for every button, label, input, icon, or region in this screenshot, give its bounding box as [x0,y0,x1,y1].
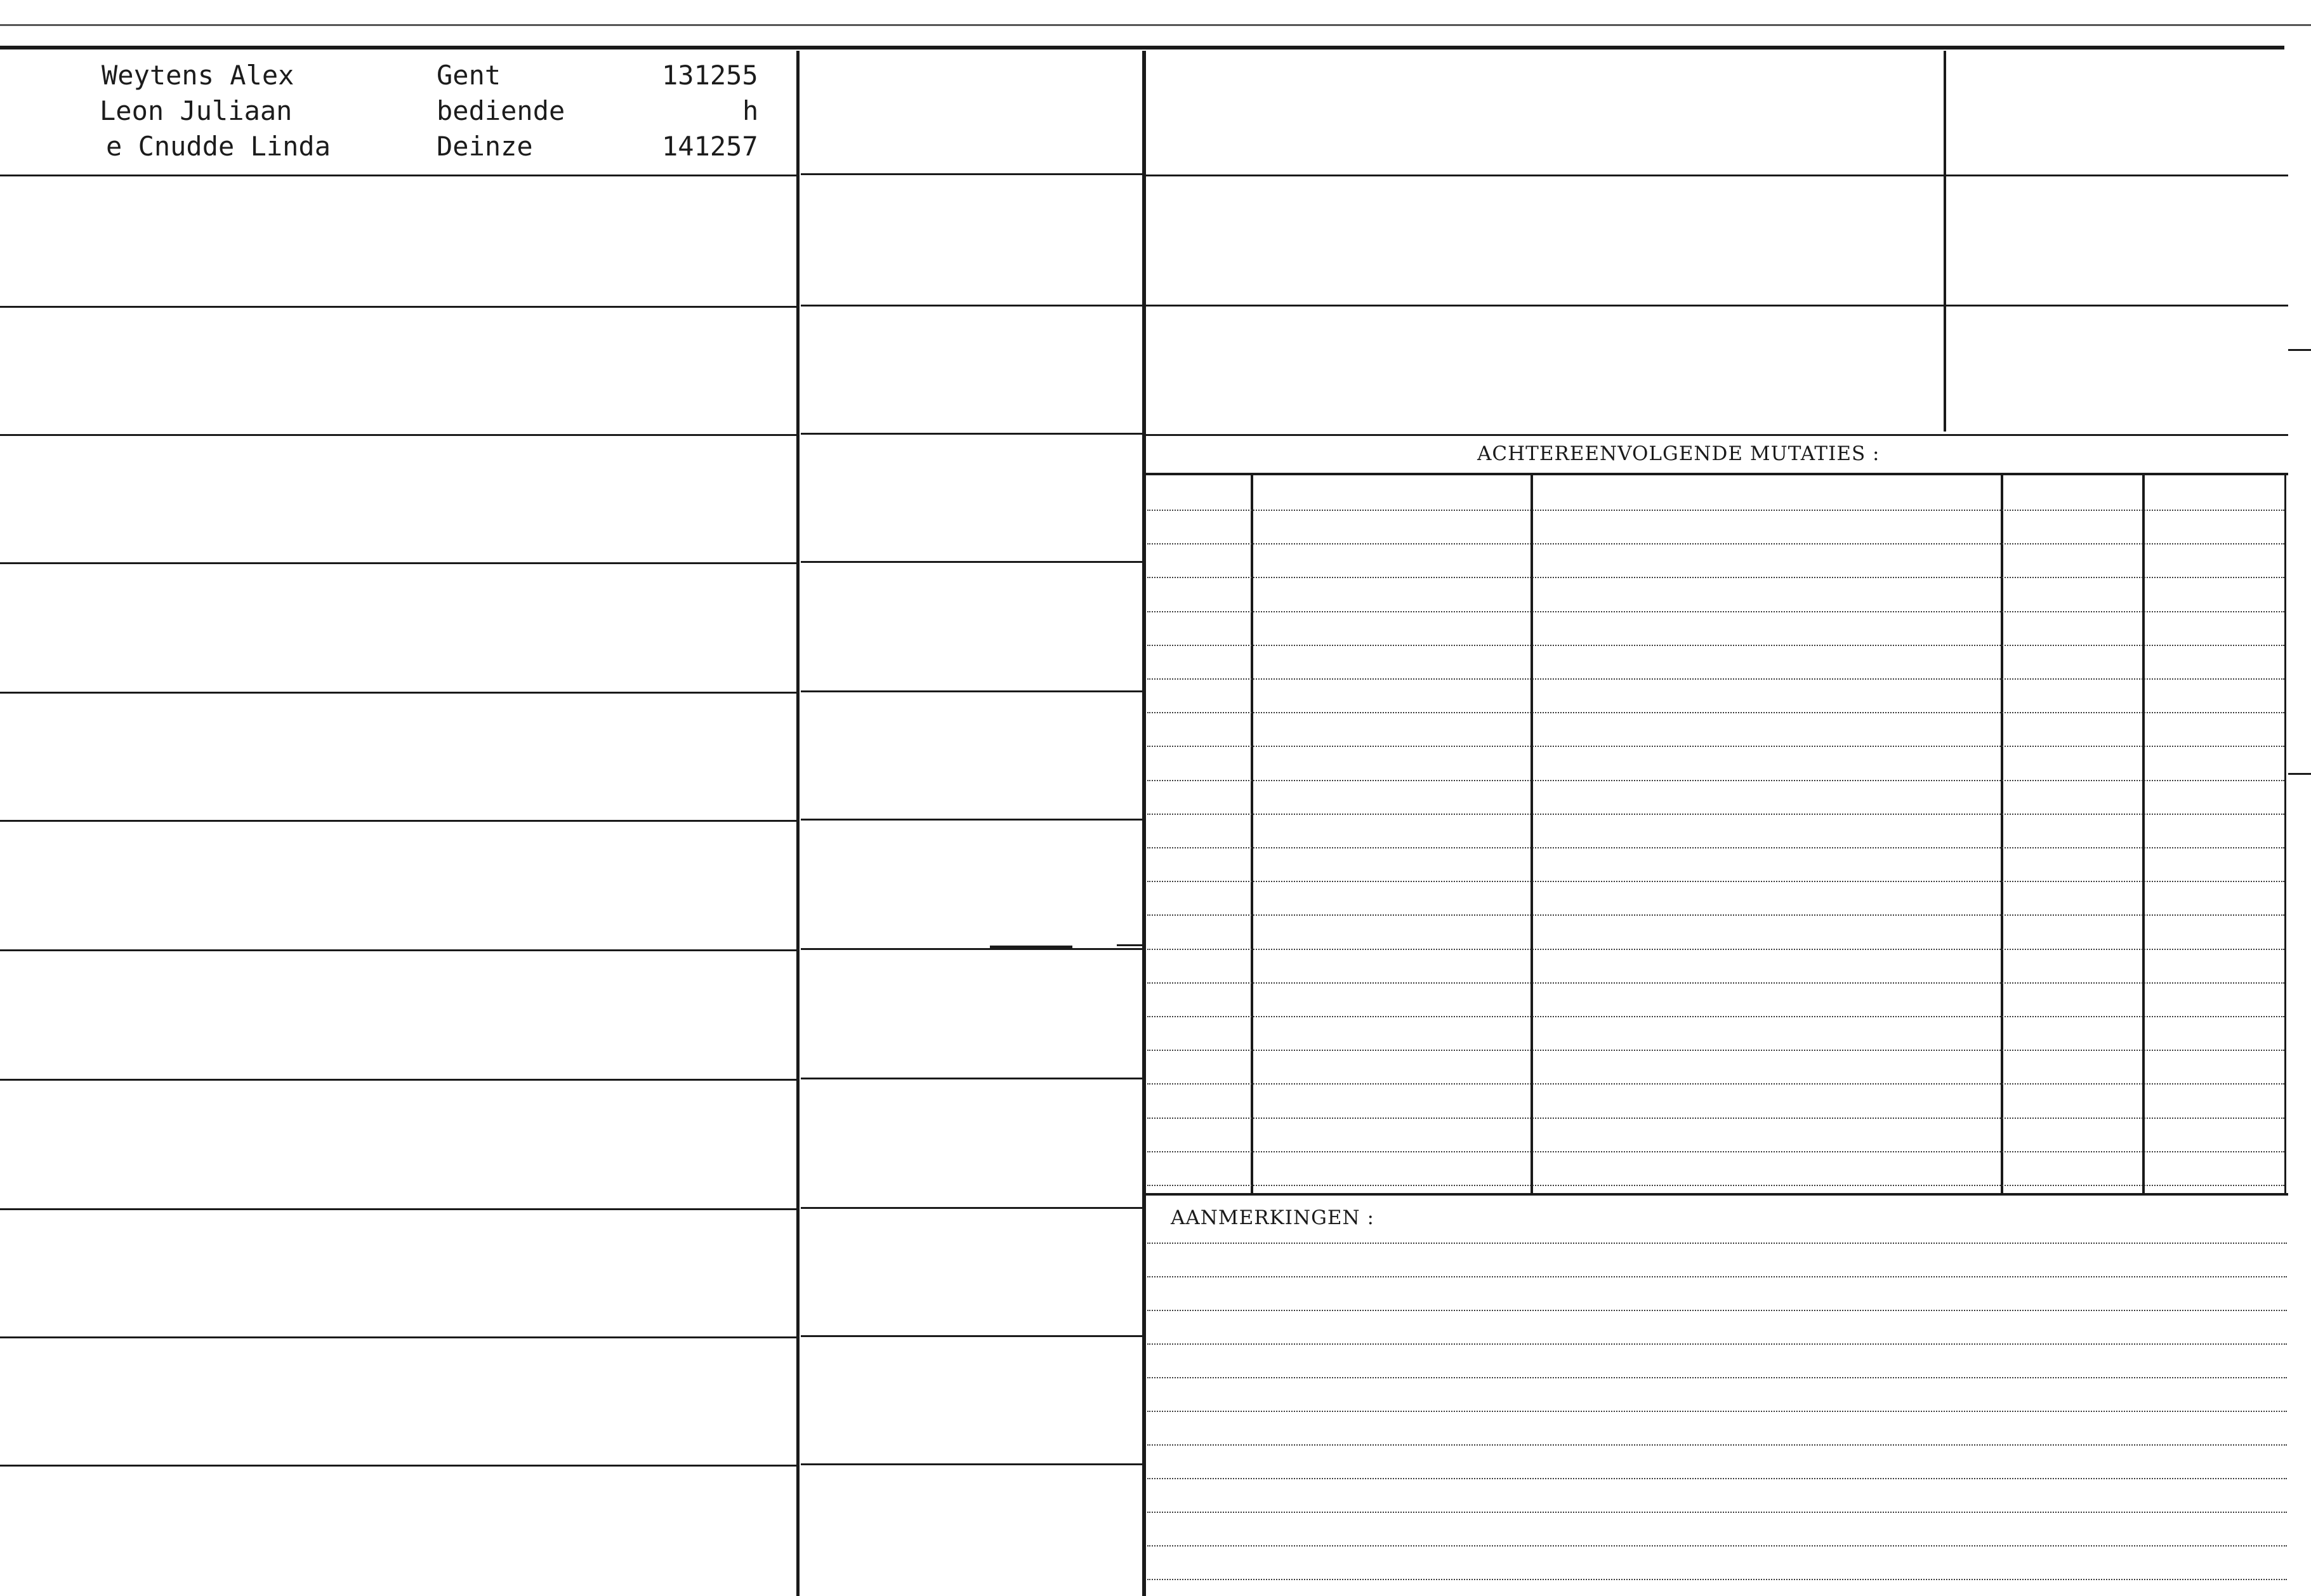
entry-date-line1: 131255 [662,60,758,91]
mutations-col-5 [2284,475,2286,1193]
entry-name-line1: Weytens Alex [102,60,294,91]
mutations-ruled-line [1147,814,2284,815]
margin-tick [990,946,1072,949]
divider-right-top [1944,51,1946,432]
remarks-ruled-line [1147,1579,2287,1580]
mutations-heading: ACHTEREENVOLGENDE MUTATIES : [1477,442,1880,465]
entry-row-line [0,562,796,564]
entry-row-line [0,306,796,308]
mutations-ruled-line [1147,914,2284,916]
mutations-ruled-line [1147,746,2284,747]
margin-tick [1117,944,1142,946]
remarks-ruled-line [1147,1310,2287,1311]
mutations-col-4 [2142,475,2145,1193]
mutations-ruled-line [1147,949,2284,950]
mutations-ruled-line [1147,1118,2284,1119]
entry-row-line [0,1336,796,1338]
remarks-ruled-line [1147,1411,2287,1412]
mutations-ruled-line [1147,510,2284,511]
mutations-ruled-line [1147,645,2284,646]
entry-row-line [0,692,796,694]
remarks-ruled-line [1147,1512,2287,1513]
middle-row-line [801,433,1142,435]
mutations-col-3 [2001,475,2003,1193]
middle-row-line [801,561,1142,563]
mutations-ruled-line [1147,543,2284,544]
remarks-ruled-line [1147,1377,2287,1378]
mutations-ruled-line [1147,847,2284,848]
entry-date-line3: 141257 [662,131,758,162]
middle-row-line [801,948,1142,950]
divider-middle [1142,51,1146,1596]
mutations-ruled-line [1147,1185,2284,1186]
mutations-ruled-line [1147,1050,2284,1051]
top-edge-line [0,24,2311,26]
entry-row-line [0,1079,796,1081]
entry-row-line [0,434,796,436]
remarks-ruled-line [1147,1478,2287,1479]
mutations-ruled-line [1147,1083,2284,1085]
entry-name-line2: Leon Juliaan [100,95,293,126]
middle-row-line [801,690,1142,692]
mutations-ruled-line [1147,982,2284,984]
remarks-ruled-line [1147,1444,2287,1446]
right-top-row-line [1146,175,2288,176]
entry-row-line [0,949,796,951]
entry-place-line3: Deinze [437,131,533,162]
mutations-table-bottom [1146,1193,2288,1196]
mutations-ruled-line [1147,1151,2284,1152]
mutations-col-1 [1251,475,1253,1193]
margin-tick [2288,349,2311,351]
remarks-ruled-line [1147,1545,2287,1547]
middle-row-line [801,819,1142,821]
middle-row-line [801,1335,1142,1337]
mutations-table-top [1146,473,2288,475]
middle-row-line [801,1078,1142,1079]
mutations-ruled-line [1147,577,2284,578]
middle-row-line [801,1207,1142,1209]
remarks-ruled-line [1147,1243,2287,1244]
entry-date-line2: h [742,95,759,126]
divider-left [796,51,800,1596]
remarks-ruled-line [1147,1276,2287,1277]
middle-row-line [801,1463,1142,1465]
mutations-ruled-line [1147,678,2284,680]
margin-tick [2288,773,2311,775]
entry-row-line [0,820,796,822]
entry-place-line1: Gent [437,60,501,91]
mutations-ruled-line [1147,611,2284,612]
mutations-col-2 [1531,475,1533,1193]
middle-row-line [801,173,1142,175]
entry-name-line3: e Cnudde Linda [106,131,331,162]
right-top-row-line [1146,305,2288,307]
mutations-ruled-line [1147,780,2284,781]
middle-row-line [801,305,1142,307]
entry-row-line [0,1208,796,1210]
remarks-heading: AANMERKINGEN : [1171,1206,1374,1229]
entry-row-line [0,175,796,176]
entry-place-line2: bediende [437,95,565,126]
top-border [0,46,2284,49]
mutations-ruled-line [1147,1016,2284,1017]
mutations-ruled-line [1147,712,2284,713]
entry-row-line [0,1465,796,1467]
mutations-ruled-line [1147,881,2284,882]
remarks-ruled-line [1147,1343,2287,1345]
mutations-top-rule [1146,434,2288,436]
